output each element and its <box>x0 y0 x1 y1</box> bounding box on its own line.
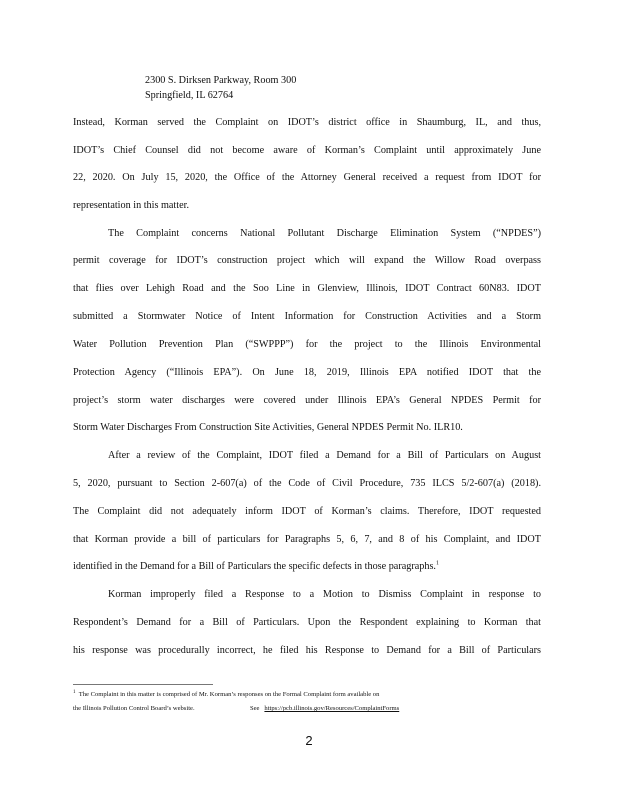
footnote-marker: 1 <box>73 689 76 695</box>
body-line: The Complaint concerns National Pollutant Discharge Elimination System (“NPDES”) <box>108 228 541 239</box>
body-line: Respondent’s Demand for a Bill of Particulars. Upon the Respondent explaining to Korman that <box>73 617 541 628</box>
body-line: IDOT’s Chief Counsel did not become aware of Korman’s Complaint until approximately June <box>73 145 541 156</box>
footnote-line <box>73 690 379 699</box>
see-label: See <box>249 705 260 712</box>
footnote-separator <box>73 684 213 685</box>
body-line: representation in this matter. <box>73 200 189 211</box>
body-line: project’s storm water discharges were covered under Illinois EPA’s General NPDES Permit for <box>73 395 541 406</box>
body-line: Water Pollution Prevention Plan (“SWPPP”) for the project to the Illinois Environmental <box>73 339 541 350</box>
address-line: 2300 S. Dirksen Parkway, Room 300 <box>145 75 297 86</box>
page-number: 2 <box>305 733 313 748</box>
body-line: 22, 2020. On July 15, 2020, the Office of the Attorney General received a request from IDOT for <box>73 172 541 183</box>
footnote-line <box>73 704 399 713</box>
body-line: The Complaint did not adequately inform IDOT of Korman’s claims. Therefore, IDOT requested <box>73 506 541 517</box>
footnote-text: The Complaint in this matter is comprised of Mr. Korman’s responses on the Formal Complaint form available on <box>78 691 380 698</box>
body-line: After a review of the Complaint, IDOT filed a Demand for a Bill of Particulars on August <box>108 450 541 461</box>
complaint-forms-link[interactable]: https://pcb.illinois.gov/Resources/ComplaintForms <box>264 705 400 712</box>
body-line: Protection Agency (“Illinois EPA”). On June 18, 2019, Illinois EPA notified IDOT that the <box>73 367 541 378</box>
footnote-text: the Illinois Pollution Control Board’s website. <box>73 705 195 712</box>
footnote-reference[interactable]: 1 <box>435 560 439 567</box>
body-line: his response was procedurally incorrect, he filed his Response to Demand for a Bill of Particulars <box>73 645 541 656</box>
body-line: Storm Water Discharges From Construction Site Activities, General NPDES Permit No. ILR10. <box>73 422 463 433</box>
body-line: 5, 2020, pursuant to Section 2-607(a) of the Code of Civil Procedure, 735 ILCS 5/2-607(a) (2018). <box>73 478 541 489</box>
body-line-with-footnote <box>73 560 507 573</box>
body-line: submitted a Stormwater Notice of Intent Information for Construction Activities and a Storm <box>73 311 541 322</box>
body-line: Korman improperly filed a Response to a Motion to Dismiss Complaint in response to <box>108 589 541 600</box>
address-line: Springfield, IL 62764 <box>145 90 234 101</box>
body-line: that Korman provide a bill of particulars for Paragraphs 5, 6, 7, and 8 of his Complaint, and IDOT <box>73 534 541 545</box>
body-text: identified in the Demand for a Bill of Particulars the specific defects in those paragraphs. <box>73 561 436 572</box>
body-line: that flies over Lehigh Road and the Soo Line in Glenview, Illinois, IDOT Contract 60N83. IDOT <box>73 283 541 294</box>
body-line: permit coverage for IDOT’s construction project which will expand the Willow Road overpass <box>73 255 541 266</box>
body-line: Instead, Korman served the Complaint on IDOT’s district office in Shaumburg, IL, and thus, <box>73 117 541 128</box>
address-block <box>145 73 296 103</box>
